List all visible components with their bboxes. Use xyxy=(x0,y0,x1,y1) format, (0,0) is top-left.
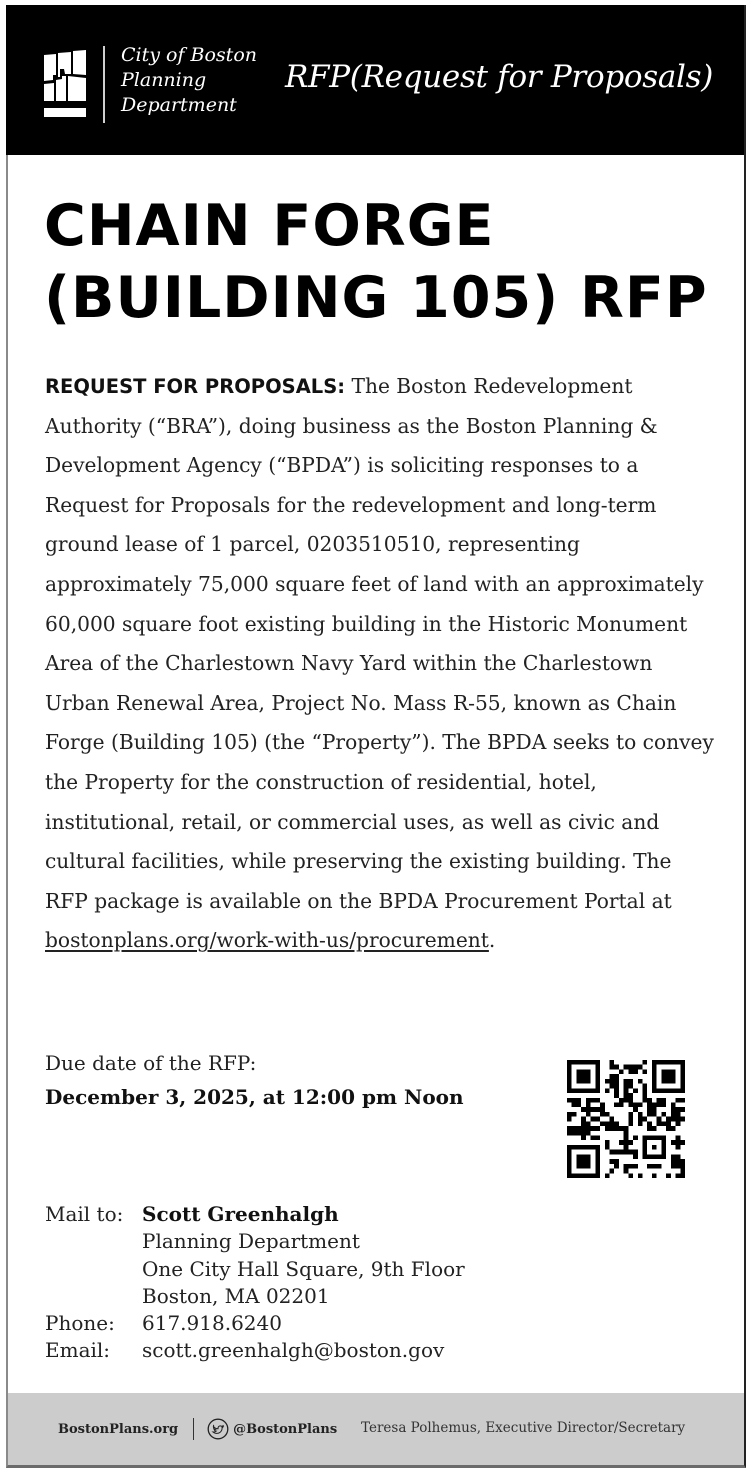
department-line: City of Boston xyxy=(121,44,257,66)
qr-module xyxy=(628,1121,633,1126)
qr-module xyxy=(680,1159,685,1164)
qr-module xyxy=(647,1102,652,1107)
qr-module xyxy=(661,1102,666,1107)
qr-module xyxy=(624,1164,629,1169)
qr-module xyxy=(628,1150,633,1155)
qr-module xyxy=(633,1154,638,1159)
qr-module xyxy=(638,1102,643,1107)
qr-module xyxy=(628,1079,633,1084)
qr-module xyxy=(591,1098,596,1103)
qr-module xyxy=(628,1069,633,1074)
qr-module xyxy=(576,1102,581,1107)
qr-module xyxy=(633,1065,638,1070)
qr-timing xyxy=(624,1088,629,1093)
qr-module xyxy=(605,1112,610,1117)
qr-timing xyxy=(595,1117,600,1122)
qr-module xyxy=(666,1173,671,1178)
qr-module xyxy=(614,1164,619,1169)
qr-module xyxy=(676,1145,681,1150)
qr-module xyxy=(647,1164,652,1169)
qr-module xyxy=(657,1121,662,1126)
qr-module xyxy=(614,1079,619,1084)
rfp-description xyxy=(45,367,717,961)
qr-module xyxy=(614,1084,619,1089)
description-lead: REQUEST FOR PROPOSALS: xyxy=(45,375,346,398)
footer-links xyxy=(58,1418,337,1440)
qr-finder xyxy=(595,1060,600,1093)
qr-module xyxy=(652,1126,657,1131)
qr-module xyxy=(581,1121,586,1126)
qr-module xyxy=(680,1098,685,1103)
qr-module xyxy=(643,1060,648,1065)
qr-module xyxy=(572,1102,577,1107)
qr-module xyxy=(605,1079,610,1084)
qr-module xyxy=(619,1069,624,1074)
qr-module xyxy=(624,1150,629,1155)
qr-finder xyxy=(576,1069,590,1083)
qr-module xyxy=(600,1102,605,1107)
qr-module xyxy=(614,1126,619,1131)
qr-module xyxy=(633,1136,638,1141)
qr-align xyxy=(661,1136,666,1160)
department-line: Department xyxy=(121,94,237,116)
qr-module xyxy=(676,1136,681,1141)
qr-module xyxy=(576,1098,581,1103)
qr-module xyxy=(586,1102,591,1107)
qr-module xyxy=(572,1098,577,1103)
twitter-icon xyxy=(207,1418,229,1440)
qr-finder xyxy=(652,1060,685,1065)
qr-timing xyxy=(595,1136,600,1141)
qr-module xyxy=(671,1154,676,1159)
qr-module xyxy=(676,1107,681,1112)
qr-align xyxy=(652,1145,657,1150)
qr-module xyxy=(671,1102,676,1107)
qr-module xyxy=(614,1074,619,1079)
qr-module xyxy=(638,1121,643,1126)
qr-module xyxy=(647,1098,652,1103)
qr-module xyxy=(628,1084,633,1089)
qr-module xyxy=(680,1169,685,1174)
qr-finder xyxy=(680,1060,685,1093)
qr-module xyxy=(609,1065,614,1070)
qr-module xyxy=(624,1136,629,1141)
mail-label: Mail to: xyxy=(45,1202,124,1226)
qr-module xyxy=(600,1107,605,1112)
email-label: Email: xyxy=(45,1338,111,1363)
footer-separator xyxy=(193,1418,194,1440)
qr-finder xyxy=(567,1145,600,1150)
qr-module xyxy=(676,1121,681,1126)
qr-module xyxy=(600,1112,605,1117)
qr-finder xyxy=(652,1060,657,1093)
qr-module xyxy=(609,1079,614,1084)
address-line: Boston, MA 02201 xyxy=(142,1283,330,1308)
qr-module xyxy=(676,1117,681,1122)
rfp-label: RFP(Request for Proposals) xyxy=(285,59,714,95)
qr-module xyxy=(609,1159,614,1164)
qr-module xyxy=(628,1164,633,1169)
qr-module xyxy=(628,1065,633,1070)
qr-module xyxy=(676,1173,681,1178)
qr-finder xyxy=(567,1173,600,1178)
qr-module xyxy=(666,1121,671,1126)
qr-module xyxy=(614,1121,619,1126)
qr-module xyxy=(676,1098,681,1103)
description-text: The Boston Redevelopment Authority (“BRA”), doing business as the Boston Planning & Development Agency (“BPDA”) is soliciting responses to a Request for Proposals for the redevelopment and long-term ground lease of 1 parcel, 0203510510, representing approximately 75,000 square feet of land with an approximately 60,000 square foot existing building in the Historic Monument Area of the Charlestown Navy Yard within the Charlestown Urban Renewal Area, Project No. Mass R-55, known as Chain Forge (Building 105) (the “Property”). The BPDA seeks to convey the Property for the construction of residential, hotel, institutional, retail, or commercial uses, as well as civic and cultural facilities, while preserving the existing building. The RFP package is available on the BPDA Procurement Portal at xyxy=(45,374,714,913)
qr-module xyxy=(647,1126,652,1131)
footer-signature: Teresa Polhemus, Executive Director/Secretary xyxy=(361,1420,686,1436)
qr-finder xyxy=(595,1145,600,1178)
title-line: CHAIN FORGE xyxy=(44,193,495,259)
qr-module xyxy=(609,1117,614,1122)
qr-timing xyxy=(605,1088,610,1093)
qr-module xyxy=(591,1126,596,1131)
qr-finder xyxy=(567,1145,572,1178)
mail-row xyxy=(45,1201,465,1228)
qr-timing xyxy=(633,1088,638,1093)
qr-module xyxy=(567,1117,572,1122)
qr-module xyxy=(619,1150,624,1155)
email-row xyxy=(45,1337,465,1364)
qr-module xyxy=(591,1107,596,1112)
department-line: Planning xyxy=(121,69,207,91)
qr-module xyxy=(652,1173,657,1178)
qr-module xyxy=(586,1098,591,1103)
logo-divider xyxy=(103,46,105,123)
qr-module xyxy=(614,1065,619,1070)
qr-module xyxy=(619,1126,624,1131)
qr-module xyxy=(680,1164,685,1169)
address-row xyxy=(45,1283,465,1310)
qr-finder xyxy=(576,1154,590,1168)
title-line: (BUILDING 105) RFP xyxy=(44,265,708,331)
qr-module xyxy=(628,1117,633,1122)
qr-module xyxy=(605,1145,610,1150)
qr-module xyxy=(638,1112,643,1117)
qr-module xyxy=(661,1112,666,1117)
qr-module xyxy=(605,1126,610,1131)
qr-module xyxy=(586,1121,591,1126)
qr-timing xyxy=(595,1126,600,1131)
qr-module xyxy=(661,1121,666,1126)
qr-finder xyxy=(652,1088,685,1093)
qr-module xyxy=(671,1117,676,1122)
qr-module xyxy=(676,1164,681,1169)
qr-code-icon[interactable] xyxy=(567,1060,685,1178)
description-end: . xyxy=(488,928,496,953)
qr-module xyxy=(567,1126,572,1131)
qr-module xyxy=(652,1164,657,1169)
qr-module xyxy=(633,1069,638,1074)
qr-module xyxy=(671,1140,676,1145)
qr-module xyxy=(572,1112,577,1117)
qr-module xyxy=(614,1093,619,1098)
qr-module xyxy=(586,1107,591,1112)
qr-module xyxy=(661,1098,666,1103)
qr-module xyxy=(628,1098,633,1103)
qr-module xyxy=(628,1112,633,1117)
qr-module xyxy=(671,1164,676,1169)
qr-module xyxy=(619,1098,624,1103)
qr-module xyxy=(628,1102,633,1107)
qr-timing xyxy=(614,1088,619,1093)
footer-bar xyxy=(8,1393,744,1465)
qr-module xyxy=(609,1074,614,1079)
qr-module xyxy=(614,1159,619,1164)
qr-module xyxy=(609,1121,614,1126)
address-line: One City Hall Square, 9th Floor xyxy=(142,1256,465,1281)
qr-module xyxy=(572,1126,577,1131)
qr-module xyxy=(624,1093,629,1098)
qr-module xyxy=(619,1102,624,1107)
phone-value[interactable]: 617.918.6240 xyxy=(142,1311,282,1336)
qr-module xyxy=(638,1079,643,1084)
contact-block xyxy=(45,1201,465,1365)
qr-module xyxy=(680,1173,685,1178)
qr-module xyxy=(657,1117,662,1122)
procurement-portal-link[interactable]: bostonplans.org/work-with-us/procurement xyxy=(45,928,489,953)
qr-module xyxy=(666,1117,671,1122)
qr-module xyxy=(638,1117,643,1122)
qr-finder xyxy=(661,1069,675,1083)
qr-module xyxy=(605,1121,610,1126)
qr-module xyxy=(643,1093,648,1098)
qr-module xyxy=(628,1093,633,1098)
qr-module xyxy=(624,1098,629,1103)
qr-module xyxy=(633,1102,638,1107)
qr-module xyxy=(581,1126,586,1131)
qr-module xyxy=(567,1098,572,1103)
qr-module xyxy=(576,1131,581,1136)
qr-module xyxy=(676,1140,681,1145)
qr-module xyxy=(652,1102,657,1107)
qr-module xyxy=(633,1150,638,1155)
department-name xyxy=(121,43,257,118)
qr-module xyxy=(671,1107,676,1112)
qr-module xyxy=(671,1159,676,1164)
qr-module xyxy=(628,1140,633,1145)
qr-module xyxy=(609,1169,614,1174)
due-date-value: December 3, 2025, at 12:00 pm Noon xyxy=(45,1085,464,1109)
qr-module xyxy=(643,1084,648,1089)
qr-timing xyxy=(595,1107,600,1112)
qr-module xyxy=(680,1140,685,1145)
qr-module xyxy=(647,1112,652,1117)
qr-module xyxy=(619,1140,624,1145)
address-row xyxy=(45,1228,465,1255)
qr-module xyxy=(572,1131,577,1136)
qr-module xyxy=(680,1107,685,1112)
qr-module xyxy=(600,1121,605,1126)
qr-module xyxy=(676,1112,681,1117)
phone-label: Phone: xyxy=(45,1311,115,1336)
qr-module xyxy=(605,1140,610,1145)
social-handle[interactable]: @BostonPlans xyxy=(233,1421,338,1437)
page-title xyxy=(44,190,734,334)
qr-module xyxy=(591,1136,596,1141)
qr-module xyxy=(676,1154,681,1159)
qr-module xyxy=(624,1065,629,1070)
qr-module xyxy=(609,1084,614,1089)
qr-module xyxy=(609,1126,614,1131)
qr-module xyxy=(624,1131,629,1136)
qr-module xyxy=(586,1131,591,1136)
qr-module xyxy=(643,1117,648,1122)
due-date-label: Due date of the RFP: xyxy=(45,1051,257,1075)
rfp-notice-card xyxy=(6,5,746,1468)
qr-timing xyxy=(595,1098,600,1103)
qr-module xyxy=(581,1131,586,1136)
address-line: Planning Department xyxy=(142,1229,360,1254)
qr-module xyxy=(666,1126,671,1131)
qr-module xyxy=(614,1102,619,1107)
qr-module xyxy=(609,1060,614,1065)
qr-module xyxy=(591,1117,596,1122)
qr-module xyxy=(586,1126,591,1131)
qr-module xyxy=(624,1169,629,1174)
qr-module xyxy=(638,1065,643,1070)
qr-module xyxy=(633,1164,638,1169)
website-link[interactable]: BostonPlans.org xyxy=(58,1421,179,1437)
qr-finder xyxy=(567,1088,600,1093)
qr-module xyxy=(614,1150,619,1155)
address-row xyxy=(45,1256,465,1283)
qr-module xyxy=(638,1173,643,1178)
qr-module xyxy=(652,1112,657,1117)
qr-module xyxy=(657,1098,662,1103)
qr-module xyxy=(624,1140,629,1145)
qr-module xyxy=(647,1107,652,1112)
qr-module xyxy=(676,1159,681,1164)
qr-finder xyxy=(567,1060,600,1065)
qr-module xyxy=(609,1150,614,1155)
qr-module xyxy=(633,1107,638,1112)
city-of-boston-building-logo-icon xyxy=(44,50,88,120)
contact-name: Scott Greenhalgh xyxy=(142,1202,339,1226)
qr-module xyxy=(647,1121,652,1126)
phone-row xyxy=(45,1310,465,1337)
qr-finder xyxy=(567,1060,572,1093)
due-date-section xyxy=(45,1046,464,1114)
qr-module xyxy=(624,1079,629,1084)
qr-module xyxy=(628,1173,633,1178)
qr-module xyxy=(643,1098,648,1103)
qr-module xyxy=(643,1069,648,1074)
qr-module xyxy=(581,1107,586,1112)
qr-module xyxy=(680,1117,685,1122)
qr-module xyxy=(581,1136,586,1141)
qr-module xyxy=(624,1145,629,1150)
qr-module xyxy=(624,1084,629,1089)
header-banner xyxy=(6,5,744,155)
email-value[interactable]: scott.greenhalgh@boston.gov xyxy=(142,1338,445,1363)
qr-module xyxy=(581,1117,586,1122)
qr-module xyxy=(586,1112,591,1117)
qr-module xyxy=(605,1173,610,1178)
qr-module xyxy=(652,1107,657,1112)
qr-module xyxy=(657,1102,662,1107)
qr-module xyxy=(657,1164,662,1169)
qr-module xyxy=(567,1131,572,1136)
qr-align xyxy=(643,1136,648,1160)
qr-timing xyxy=(643,1088,648,1093)
qr-module xyxy=(567,1112,572,1117)
qr-module xyxy=(576,1126,581,1131)
qr-module xyxy=(671,1112,676,1117)
qr-module xyxy=(624,1126,629,1131)
qr-module xyxy=(671,1126,676,1131)
